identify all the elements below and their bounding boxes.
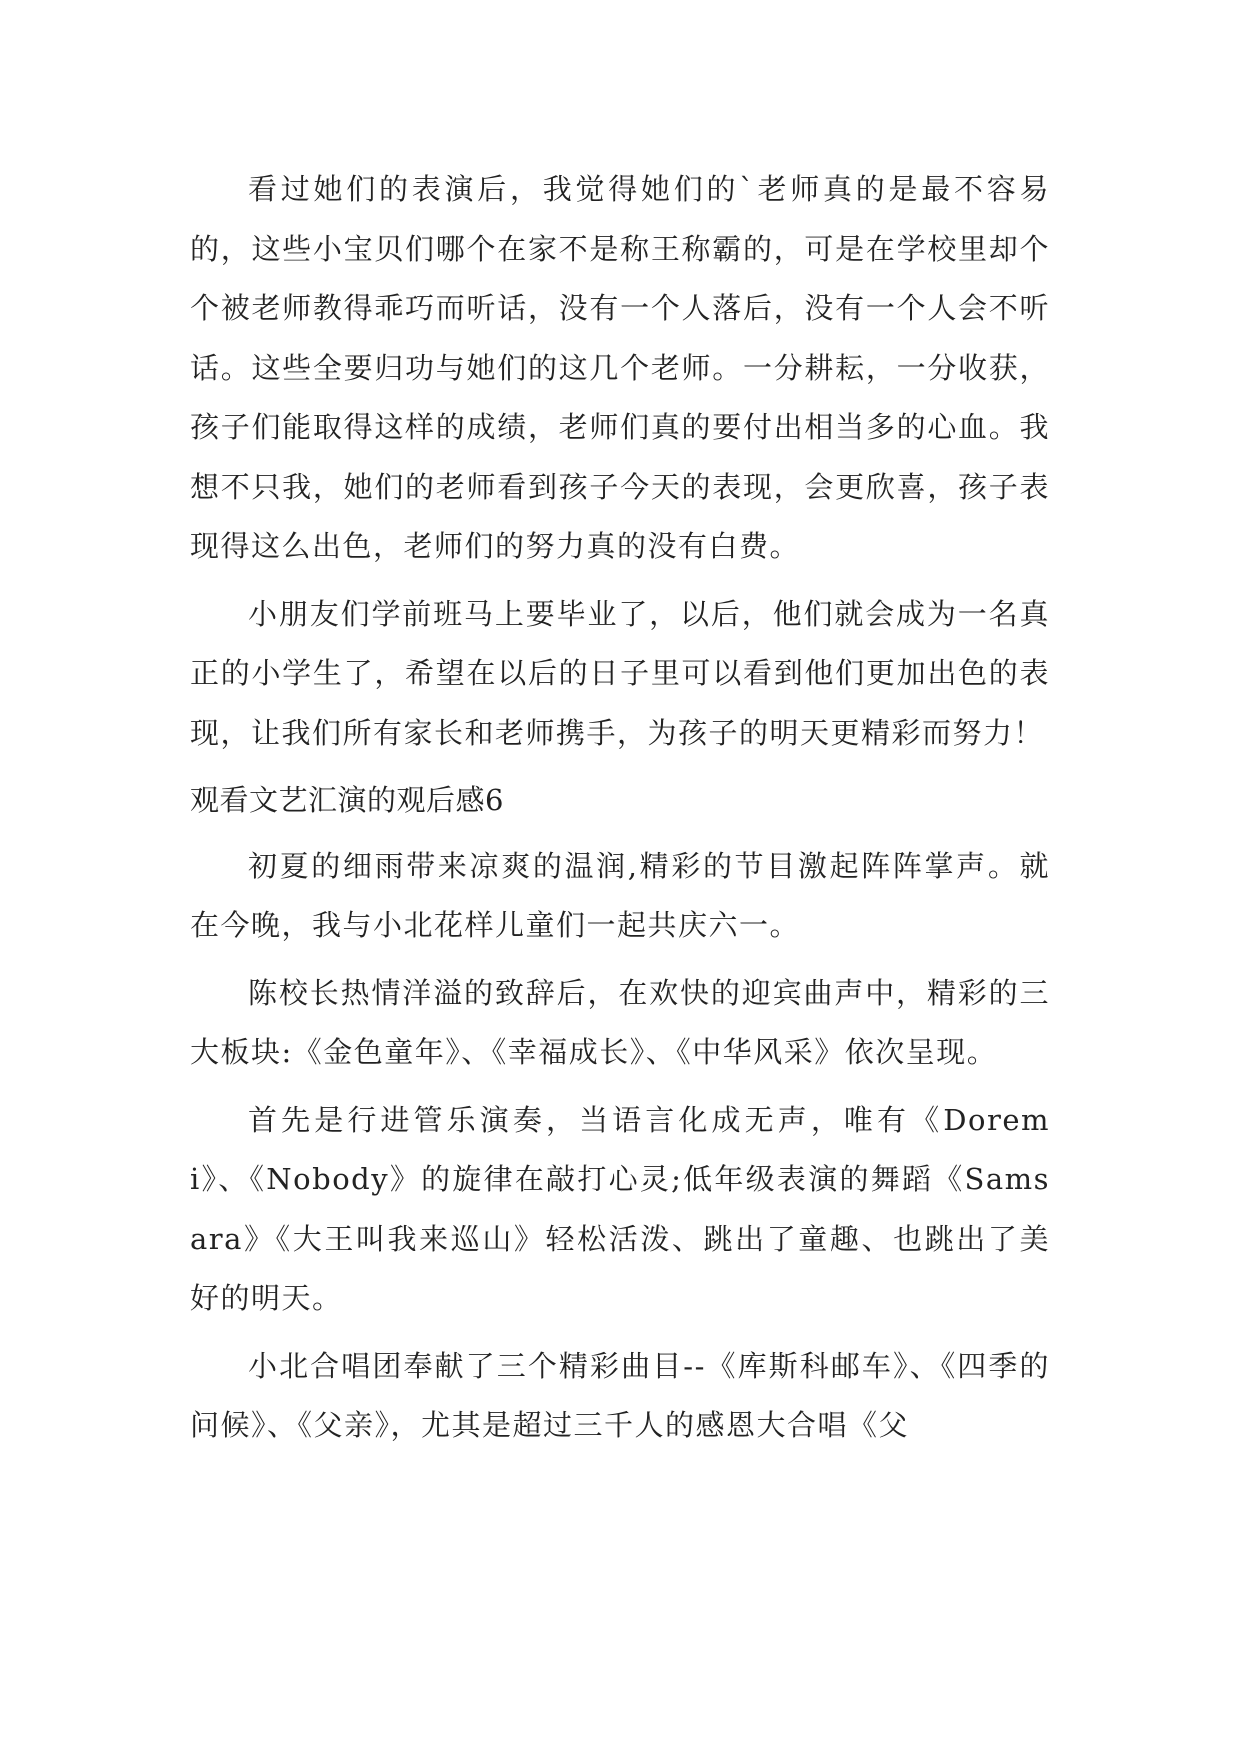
paragraph: 初夏的细雨带来凉爽的温润,精彩的节目激起阵阵掌声。就在今晚，我与小北花样儿童们一起共庆六一。 [190, 848, 1050, 942]
paragraph: 看过她们的表演后，我觉得她们的`老师真的是最不容易的，这些小宝贝们哪个在家不是称王称霸的，可是在学校里却个个被老师教得乖巧而听话，没有一个人落后，没有一个人会不听话。这些全要归功与她们的这几个老师。一分耕耘，一分收获，孩子们能取得这样的成绩，老师们真的要付出相当多的心血。我想不只我，她们的老师看到孩子今天的表现，会更欣喜，孩子表现得这么出色，老师们的努力真的没有白费。 [190, 172, 1050, 563]
section-heading: 观看文艺汇演的观后感6 [190, 783, 504, 817]
paragraph: 首先是行进管乐演奏，当语言化成无声，唯有《Doremi》、《Nobody》的旋律在敲打心灵;低年级表演的舞蹈《Samsara》《大王叫我来巡山》轻松活泼、跳出了童趣、也跳出了美好的明天。 [190, 1102, 1050, 1315]
document-body [190, 160, 1050, 1464]
paragraph: 小朋友们学前班马上要毕业了，以后，他们就会成为一名真正的小学生了，希望在以后的日子里可以看到他们更加出色的表现，让我们所有家长和老师携手，为孩子的明天更精彩而努力！ [190, 596, 1050, 750]
paragraph: 小北合唱团奉献了三个精彩曲目--《库斯科邮车》、《四季的问候》、《父亲》，尤其是超过三千人的感恩大合唱《父 [190, 1348, 1050, 1442]
paragraph: 陈校长热情洋溢的致辞后，在欢快的迎宾曲声中，精彩的三大板块:《金色童年》、《幸福成长》、《中华风采》依次呈现。 [190, 975, 1050, 1069]
